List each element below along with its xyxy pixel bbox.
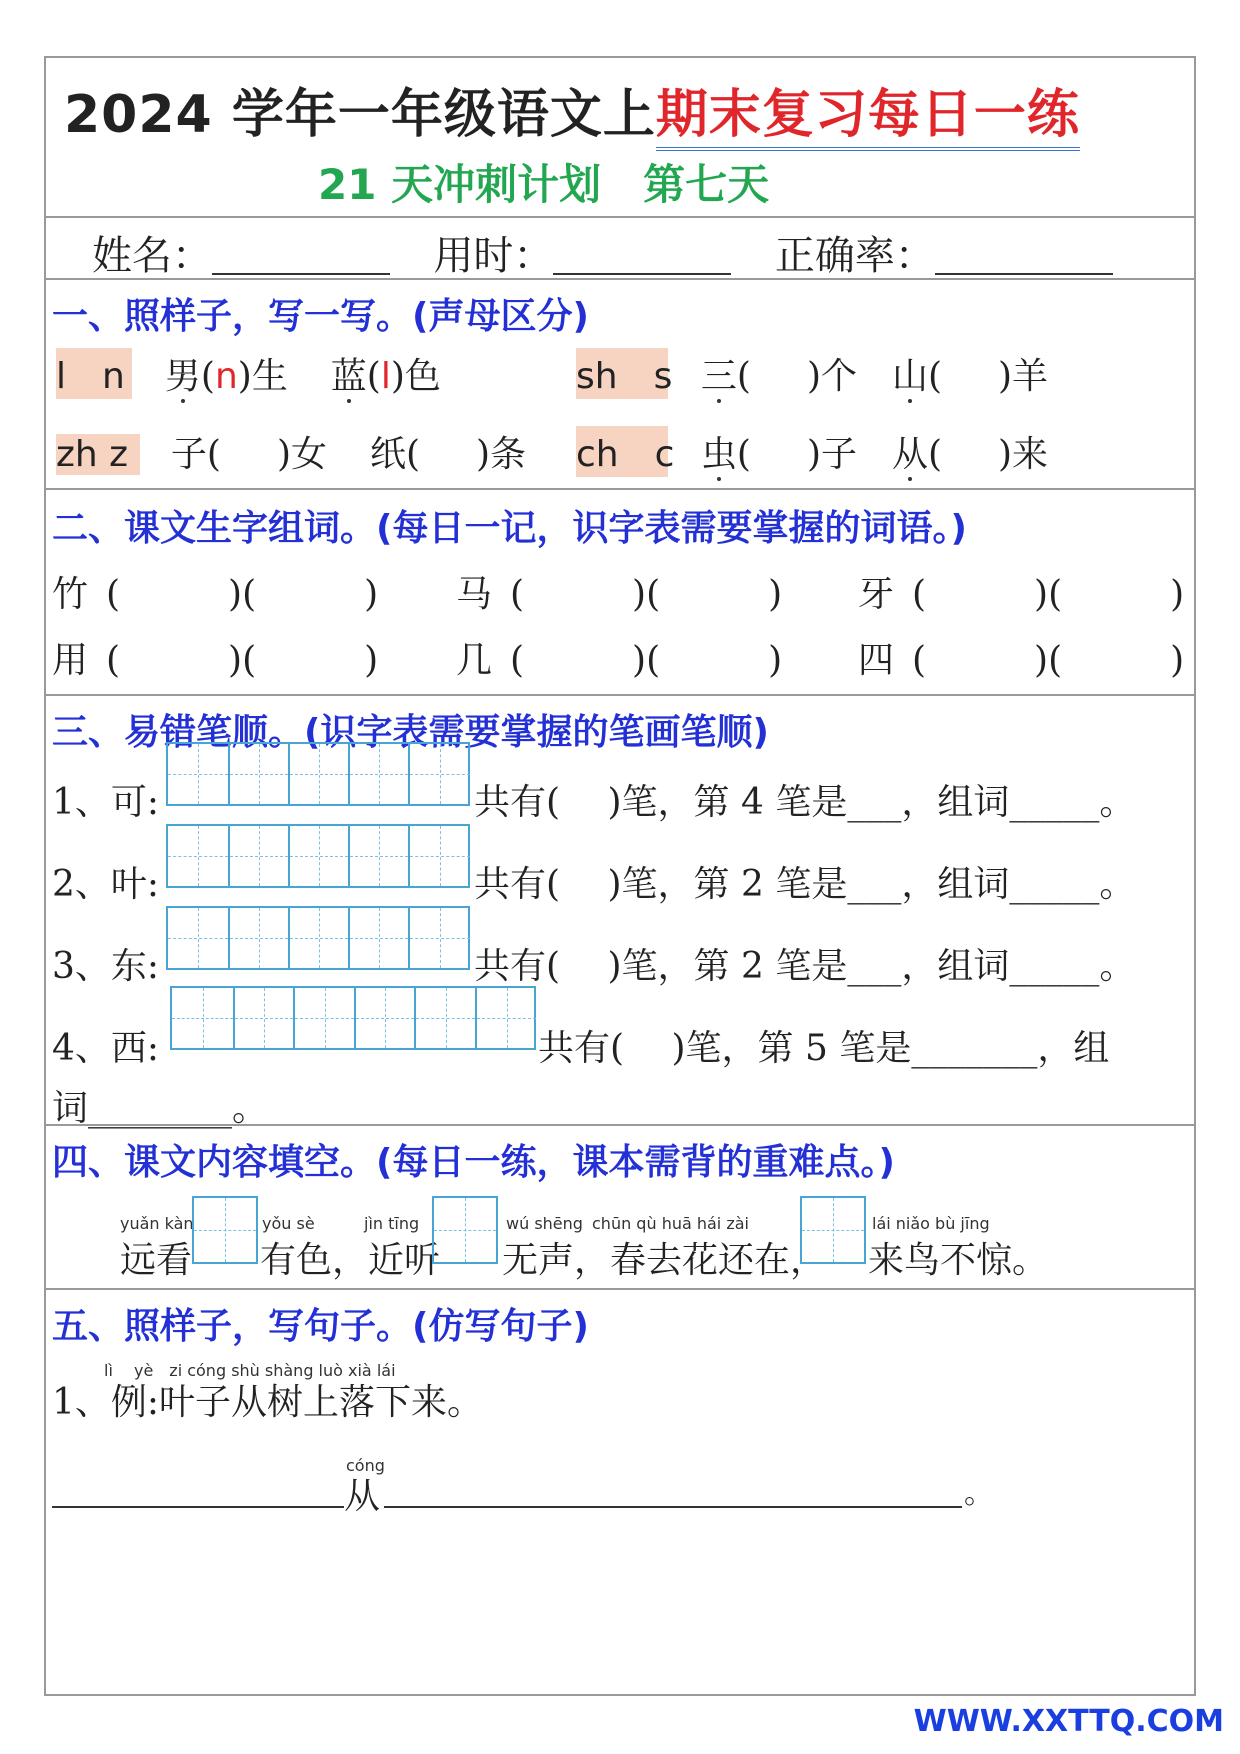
word-item <box>52 566 378 617</box>
blank[interactable]: ( )( ) <box>510 574 783 615</box>
pinyin: lái niǎo bù jīng <box>872 1214 990 1233</box>
paren: ) <box>806 356 822 397</box>
paren: ( <box>736 434 751 475</box>
site-watermark: WWW.XXTTQ.COM <box>913 1704 1224 1739</box>
fill-box[interactable] <box>192 1196 258 1264</box>
poem-text: 远看 <box>120 1240 193 1281</box>
given-char: 从 <box>344 1476 381 1517</box>
writing-grid[interactable] <box>166 906 470 970</box>
paren: ( <box>200 356 215 397</box>
char: 子 <box>170 434 207 475</box>
divider <box>46 1288 1194 1290</box>
char: 马 <box>456 574 493 615</box>
section5-title: 五、照样子，写句子。(仿写句子) <box>52 1306 589 1347</box>
char: 竹 <box>52 574 89 615</box>
writing-grid[interactable] <box>166 742 470 806</box>
section3-title: 三、易错笔顺。(识字表需要掌握的笔画笔顺) <box>52 712 769 753</box>
stroke-question: 共有( )笔，第 5 笔是_______，组 <box>538 1028 1110 1069</box>
poem-text: 有色，近听 <box>260 1240 441 1281</box>
fill-box[interactable] <box>800 1196 866 1264</box>
worksheet-subtitle: 21 天冲刺计划 第七天 <box>318 160 770 209</box>
paren: ) <box>998 434 1013 475</box>
poem-text: 无声，春去花还在， <box>502 1240 827 1281</box>
char: 来 <box>1012 434 1049 475</box>
char: 羊 <box>1012 356 1049 397</box>
worksheet-page <box>44 56 1196 1696</box>
pinyin: cóng <box>346 1456 385 1475</box>
blank[interactable]: ( )( ) <box>106 574 379 615</box>
section1-row1-right <box>576 348 1048 399</box>
answer-line[interactable] <box>52 1506 344 1508</box>
pinyin: yuǎn kàn <box>120 1214 194 1233</box>
blank[interactable]: ( )( ) <box>106 640 379 681</box>
pinyin: wú shēng <box>506 1214 583 1233</box>
char: 四 <box>858 640 895 681</box>
char: 纸 <box>369 434 406 475</box>
char: 女 <box>291 434 328 475</box>
section1-row1-left <box>56 348 441 399</box>
section1-row2-right <box>576 426 1048 477</box>
char: 男 <box>164 356 201 397</box>
title-black-part: 2024 学年一年级语文上 <box>64 85 656 145</box>
answer-n: n <box>214 356 238 397</box>
paren: ( <box>366 356 381 397</box>
accuracy-label: 正确率： <box>774 233 935 279</box>
word-item <box>52 632 378 683</box>
word-item <box>456 566 782 617</box>
section2-title: 二、课文生字组词。(每日一记，识字表需要掌握的词语。) <box>52 508 967 549</box>
info-row <box>92 224 1113 281</box>
word-item <box>858 566 1184 617</box>
pair-ch-c: ch c <box>576 426 668 477</box>
period: 。 <box>964 1476 994 1511</box>
char: 三 <box>700 356 737 397</box>
char: 条 <box>490 434 527 475</box>
char: 生 <box>251 356 288 397</box>
pinyin: lì yè zi cóng shù shàng luò xià lái <box>104 1361 396 1380</box>
stroke-label: 2、叶: <box>52 864 160 905</box>
char: 用 <box>52 640 89 681</box>
blank[interactable]: ( )( ) <box>912 640 1185 681</box>
answer-l: l <box>380 356 391 397</box>
paren: ( <box>927 356 942 397</box>
example-sentence: 1、例:叶子从树上落下来。 <box>52 1382 484 1423</box>
pair-sh-s: sh s <box>576 348 668 399</box>
stroke-question: 共有( )笔，第 4 笔是___，组词_____。 <box>474 782 1136 823</box>
char: 牙 <box>858 574 895 615</box>
char: 子 <box>821 434 858 475</box>
paren: ) <box>998 356 1013 397</box>
paren: ) <box>237 356 252 397</box>
char: 蓝 <box>330 356 367 397</box>
fill-box[interactable] <box>432 1196 498 1264</box>
pinyin: jìn tīng <box>364 1214 420 1233</box>
stroke-label: 1、可: <box>52 782 160 823</box>
paren: ) <box>806 434 822 475</box>
worksheet-title <box>64 72 1080 147</box>
char: 虫 <box>700 434 737 475</box>
paren: ) <box>276 434 292 475</box>
blank[interactable]: ( )( ) <box>912 574 1185 615</box>
paren: ) <box>390 356 405 397</box>
divider <box>46 694 1194 696</box>
char: 山 <box>891 356 928 397</box>
word-item <box>456 632 782 683</box>
pair-zh-z: zh z <box>56 434 140 475</box>
stroke-continuation: 词________。 <box>52 1088 269 1129</box>
stroke-question: 共有( )笔，第 2 笔是___，组词_____。 <box>474 864 1136 905</box>
stroke-label: 3、东: <box>52 946 160 987</box>
blank[interactable]: ( )( ) <box>510 640 783 681</box>
title-red-part: 期末复习每日一练 <box>656 85 1080 151</box>
divider <box>46 216 1194 218</box>
paren: ( <box>206 434 221 475</box>
time-label: 用时： <box>433 233 554 279</box>
time-field[interactable] <box>553 233 731 275</box>
section1-title: 一、照样子，写一写。(声母区分) <box>52 296 589 337</box>
writing-grid[interactable] <box>166 824 470 888</box>
pinyin: chūn qù huā hái zài <box>592 1214 749 1233</box>
stroke-question: 共有( )笔，第 2 笔是___，组词_____。 <box>474 946 1136 987</box>
divider <box>46 488 1194 490</box>
char: 从 <box>891 434 928 475</box>
char: 几 <box>456 640 493 681</box>
writing-grid[interactable] <box>170 986 536 1050</box>
divider <box>46 1124 1194 1126</box>
word-item <box>858 632 1184 683</box>
char: 个 <box>821 356 858 397</box>
paren: ( <box>927 434 942 475</box>
accuracy-field[interactable] <box>935 233 1113 275</box>
char: 色 <box>404 356 441 397</box>
name-label: 姓名： <box>92 233 212 279</box>
paren: ( <box>405 434 420 475</box>
answer-line[interactable] <box>384 1506 962 1508</box>
section1-row2-left <box>56 426 526 477</box>
paren: ) <box>476 434 491 475</box>
paren: ( <box>736 356 751 397</box>
section4-title: 四、课文内容填空。(每日一练，课本需背的重难点。) <box>52 1142 895 1183</box>
pinyin: yǒu sè <box>262 1214 315 1233</box>
pair-l-n: l n <box>56 348 132 399</box>
stroke-label: 4、西: <box>52 1028 160 1069</box>
divider <box>46 278 1194 280</box>
name-field[interactable] <box>212 233 390 275</box>
poem-text: 来鸟不惊。 <box>868 1240 1049 1281</box>
